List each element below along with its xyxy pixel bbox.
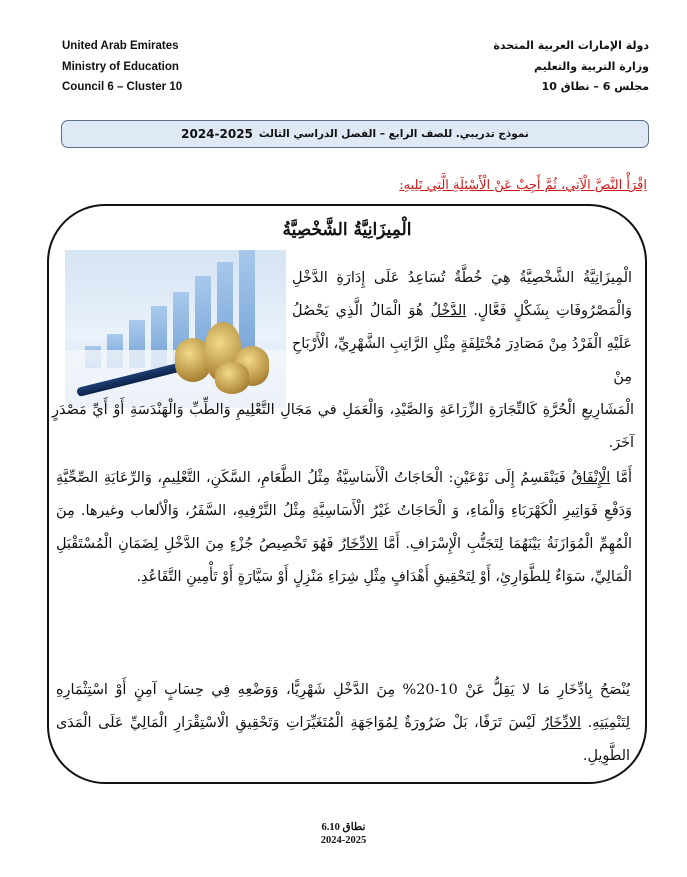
para1-text-b: هُوَ الْمَالُ الَّذِي يَحْصُلُ عَلَيْهِ الْفَرْدُ مِنْ مَصَادِرَ مُخْتَلِفَةٍ مِثْلِ الرَّاتِبِ الشَّهْرِيِّ، الْأَرْبَاحِ مِنْ xyxy=(292,303,632,385)
para2-text-a: فَيَنْقَسِمُ إِلَى نَوْعَيْنِ: الْحَاجَاتُ الْأَسَاسِيَّةُ مِثْلُ الطَّعَامِ، السَّكَنِ، التَّعْلِيمِ، وَالرِّعَايَةِ الصِّحِّيَّةِ وَدَفْعِ فَوَاتِيرِ الْكَهْرَبَاءِ وَالْمَاءِ، وَ الْحَاجَاتُ غَيْرُ الْأَسَاسِيَّةِ مِثْلُ التَّرْفِيهِ، السَّفَرُ، وَالْألعاب وغيرها. مِنَ الْمُهِمِّ الْمُوَازَنَةُ بَيْنَهُمَا لِتَجَنُّبِ الْإِسْرَافِ. أَمَّا xyxy=(56,470,632,552)
paragraph-advice xyxy=(56,674,630,773)
footer-cluster: نطاق 6.10 xyxy=(321,822,366,833)
header-right xyxy=(493,36,649,98)
header-council-en: Council 6 – Cluster 10 xyxy=(62,81,183,93)
paragraph-income-cont xyxy=(52,394,634,460)
header-left xyxy=(62,36,182,98)
banner-text: نموذج تدريبي. للصف الرابع – الفصل الدراسي الثالث xyxy=(258,128,529,140)
header-ministry-en: Ministry of Education xyxy=(62,60,179,73)
header-ministry-ar: وزارة التربية والتعليم xyxy=(534,59,649,73)
term-spending: الْإِنْفَاقُ xyxy=(571,470,611,486)
paragraph-income xyxy=(292,262,632,394)
footer-year: 2024-2025 xyxy=(320,835,367,846)
term-income: الدَّخْلُ xyxy=(430,303,467,319)
para1-text-c: الْمَشَارِيعِ الْحُرَّةِ كَالتِّجَارَةِ الزِّرَاعَةِ وَالصَّيْدِ، وَالْعَمَلِ في مَجَالِ التَّعْلِيمِ وَالطِّبِّ وَالْهَنْدَسَةِ أَوْ أَيِّ مَصْدَرٍ آخَرَ. xyxy=(52,402,634,451)
page-footer xyxy=(0,821,687,847)
term-saving-2: الادِّخَارُ xyxy=(542,715,582,731)
header-country-ar: دولة الإمارات العربية المتحدة xyxy=(493,39,649,52)
exam-banner xyxy=(61,120,649,148)
para3-text-b: لَيْسَ تَرَفًا، بَلْ ضَرُورَةٌ لِمُوَاجَهَةِ الْمُتَغَيِّرَاتِ وَتَحْقِيقِ الْاسْتِقْرَارِ الْمَالِيِّ عَلَى الْمَدَى الطَّوِيلِ. xyxy=(56,715,630,764)
passage-title: الْمِيزَانِيَّةُ الشَّخْصِيَّةُ xyxy=(282,220,412,240)
header-council-ar: مجلس 6 – نطاق 10 xyxy=(541,80,649,93)
term-saving: الادِّخَارُ xyxy=(339,536,378,552)
coin-stack-icon xyxy=(215,362,249,394)
para2-text-b: فَهُوَ تَخْصِيصُ جُزْءٍ مِنَ الدَّخْلِ لِضَمَانِ الْمُسْتَقْبَلِ الْمَالِيِّ، سَوَاءٌ لِلطَّوَارِئِ، أَوْ لِتَحْقِيقِ أَهْدَافٍ مِثْلِ شِرَاءِ مَنْزِلٍ أَوْ سَيَّارَةٍ أَوْ تَأْمِينِ التَّقَاعُدِ. xyxy=(56,536,632,585)
header-country-en: United Arab Emirates xyxy=(62,40,179,52)
para2-lead: أَمَّا xyxy=(615,470,633,486)
paragraph-spending xyxy=(56,462,632,594)
reading-instruction: اِقْرَأْ النَّصَّ الْآتِي، ثُمَّ أَجِبْ عَنْ الْأَسْئِلَةِ الَّتِي تَلِيهِ: xyxy=(399,178,647,193)
coins-chart-photo xyxy=(65,250,286,408)
banner-year: 2024-2025 xyxy=(181,127,253,141)
para1-text-a: الْمِيزَانِيَّةُ الشَّخْصِيَّةُ هِيَ خُطَّةٌ تُسَاعِدُ عَلَى إِدَارَةِ الدَّخْلِ وَالْمَصْرُوفَاتِ بِشَكْلٍ فَعَّالٍ. xyxy=(292,270,633,319)
para3-text-a: يُنْصَحُ بِادِّخَارِ مَا لا يَقِلُّ عَنْ 10-20% مِنَ الدَّخْلِ شَهْرِيًّا، وَوَضْعِهِ فِي حِسَابٍ آمِنٍ أَوْ اسْتِثْمَارِهِ لِتَنْمِيَتِهِ. xyxy=(56,682,631,731)
